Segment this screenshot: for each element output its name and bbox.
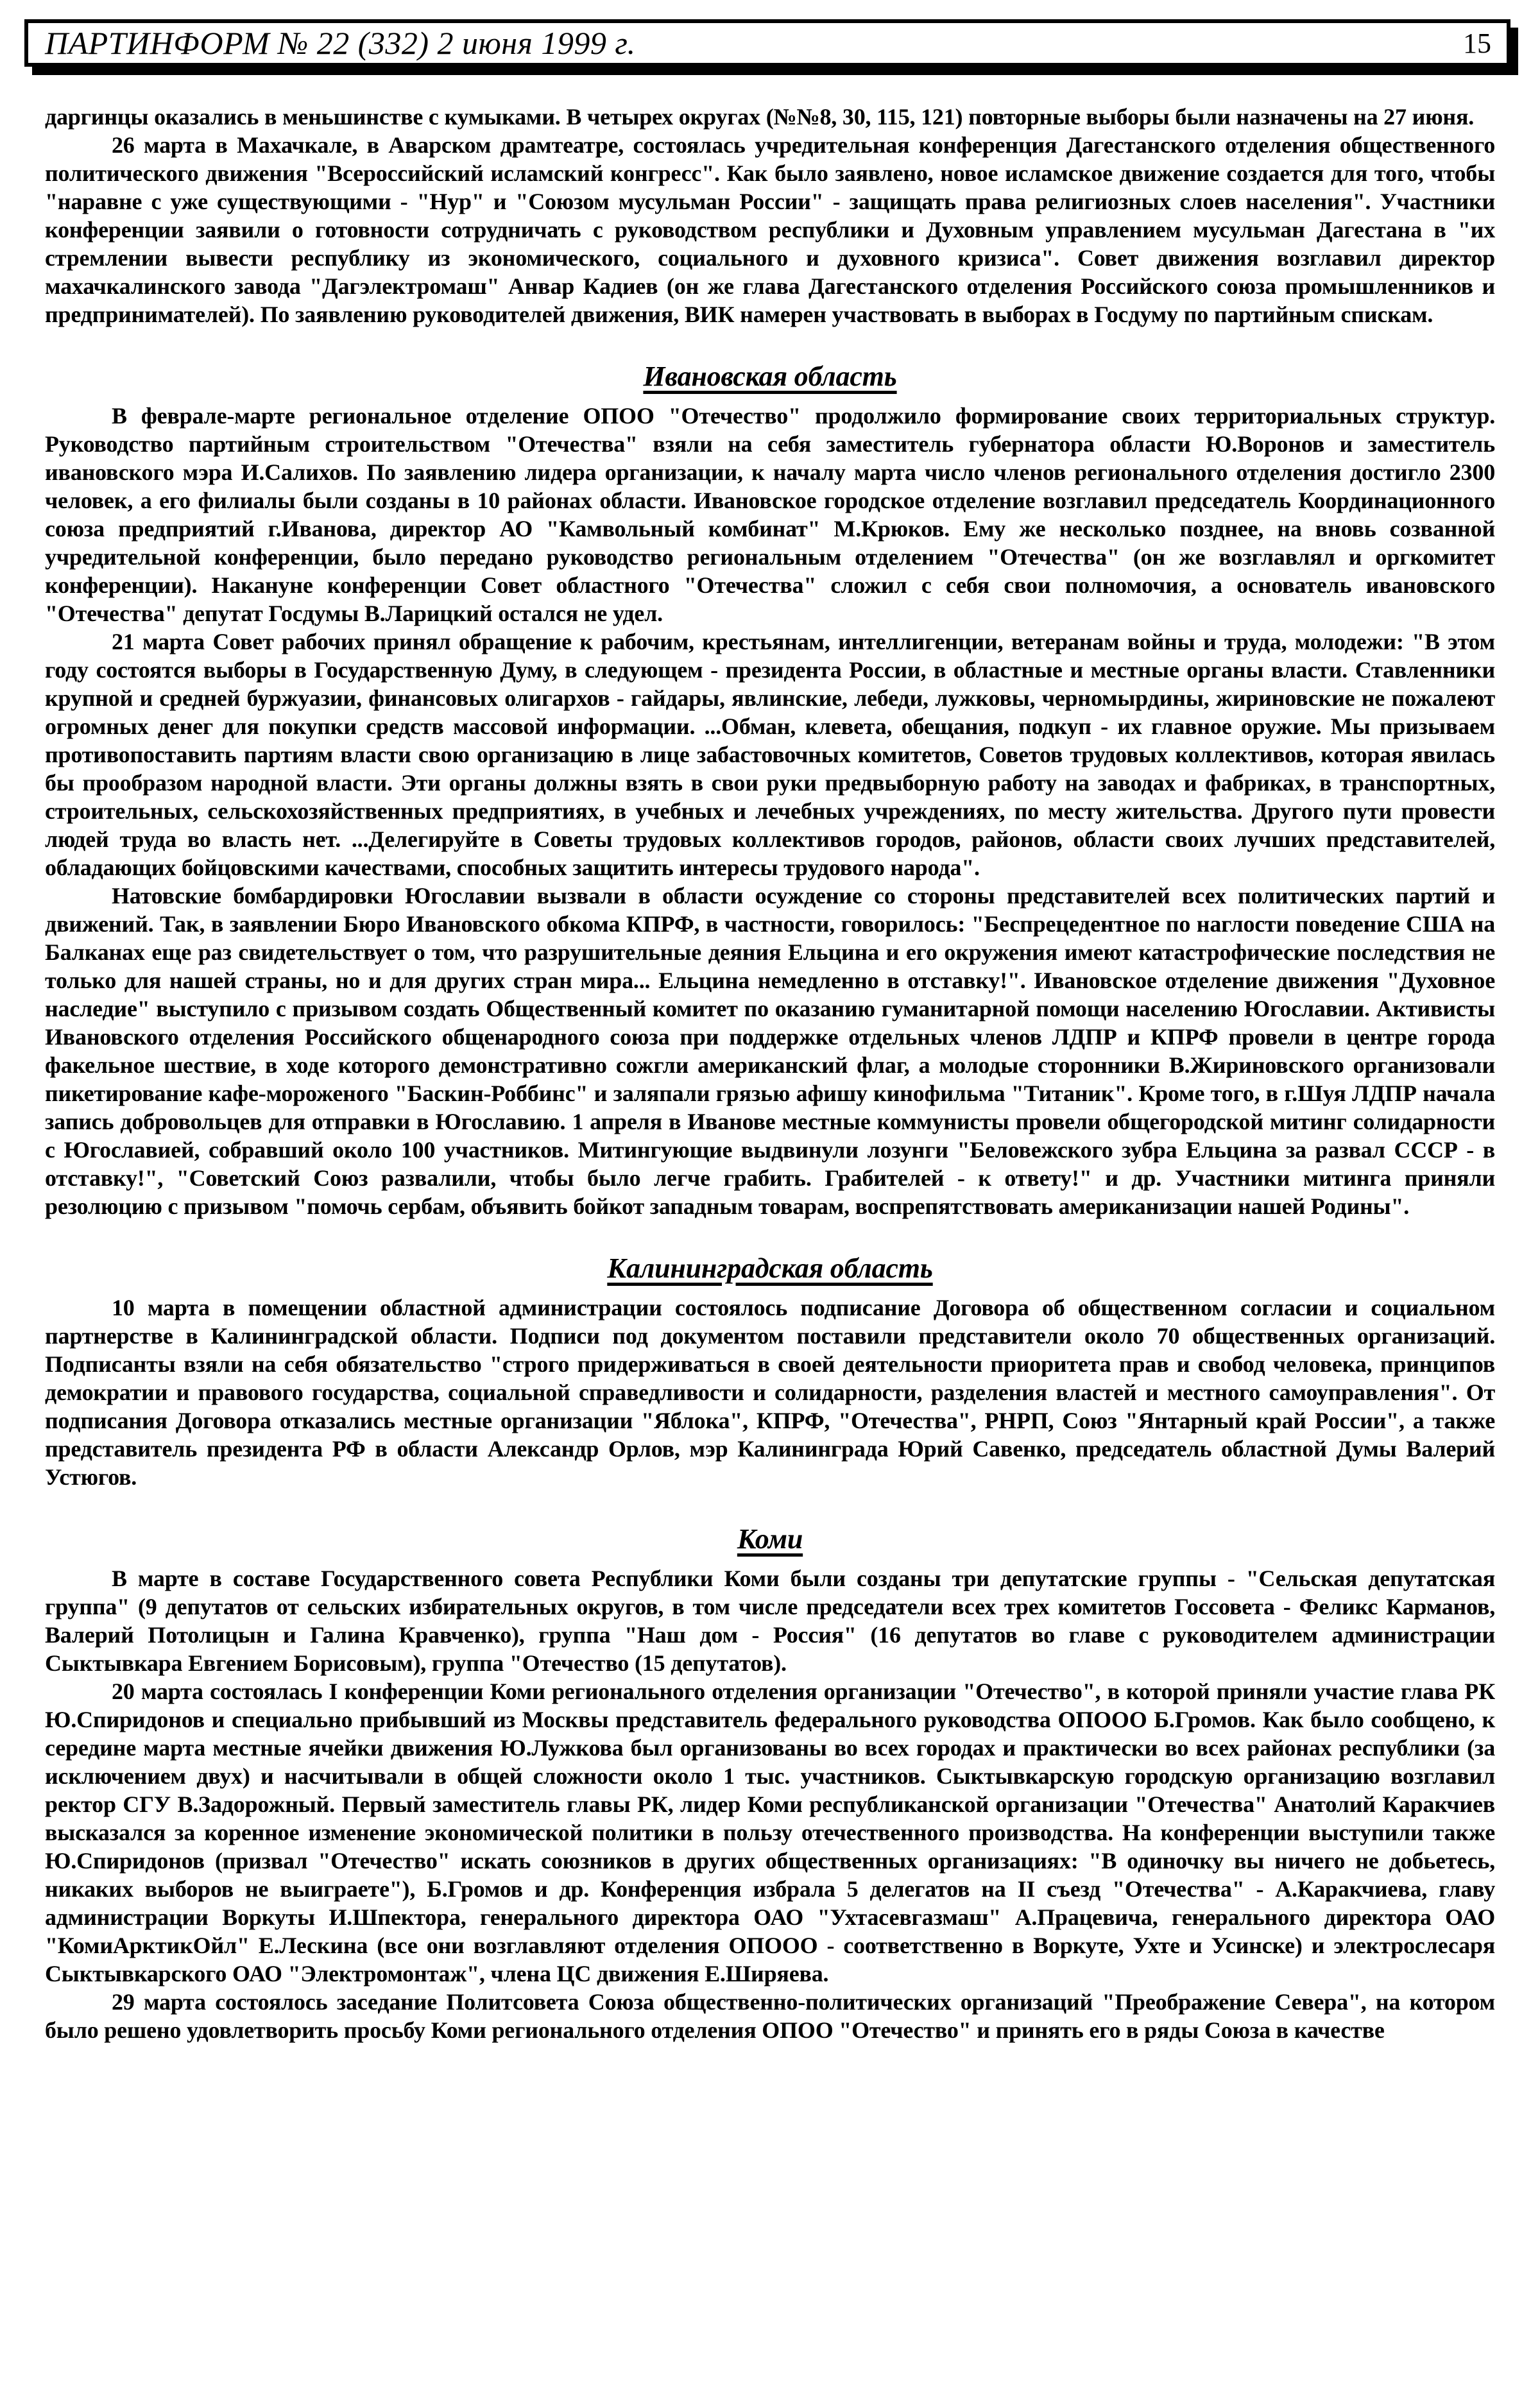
section-heading-text: Ивановская область [643, 361, 897, 392]
section-heading-ivanovskaya-oblast [45, 361, 1495, 393]
section-heading-komi [45, 1523, 1495, 1555]
paragraph-komi-deputy-groups: В марте в составе Государственного совета Республики Коми были созданы три депутатские группы - "Сельская депутатская группа" (9 депутатов от сельских избирательных округов, в том числе председатели всех трех комитетов Госсовета - Феликс Карманов, Валерий Потолицын и Галина Кравченко), группа "Наш дом - Россия" (16 депутатов во главе с руководителем администрации Сыктывкара Евгением Борисовым), группа "Отечество (15 депутатов). [45, 1566, 1495, 1676]
page-number: 15 [1463, 27, 1491, 59]
paragraph-komi-otechestvo-conference: 20 марта состоялась I конференции Коми регионального отделения организации "Отечество", в которой приняли участие глава РК Ю.Спиридонов и специально прибывший из Москвы представитель федерального руководства ОПООО Б.Громов. Как было сообщено, к середине марта местные ячейки движения Ю.Лужкова был организованы во всех городах и практически во всех районах республики (за исключением двух) и насчитывали в общей сложности около 1 тыс. участников. Сыктывкарскую городскую организацию возглавил ректор СГУ В.Задорожный. Первый заместитель главы РК, лидер Коми республиканской организации "Отечества" Анатолий Каракчиев высказался за коренное изменение экономической политики в пользу отечественного производства. На конференции выступили также Ю.Спиридонов (призвал "Отечество" искать союзников в других общественных организациях: "В одиночку вы ничего не добьетесь, никаких выборов не выиграете"), Б.Громов и др. Конференция избрала 5 делегатов на II съезд "Отечества" - А.Каракчиева, главу администрации Воркуты И.Шпектора, генерального директора ОАО "Ухтасевгазмаш" А.Працевича, генерального директора ОАО "КомиАрктикОйл" Е.Лескина (все они возглавляют отделения ОПООО - соответственно в Воркуте, Ухте и Усинске) и электрослесаря Сыктывкарского ОАО "Электромонтаж", члена ЦС движения Е.Ширяева. [45, 1679, 1495, 1987]
section-heading-text: Калининградская область [607, 1252, 933, 1284]
paragraph-ivanovo-nato-protests: Натовские бомбардировки Югославии вызвали в области осуждение со стороны представителей всех политических партий и движений. Так, в заявлении Бюро Ивановского обкома КПРФ, в частности, говорилось: "Беспрецедентное по наглости поведение США на Балканах еще раз свидетельствует о том, что разрушительные деяния Ельцина и его окружения имеют катастрофические последствия не только для нашей страны, но и для других стран мира... Ельцина немедленно в отставку!". Ивановское отделение движения "Духовное наследие" выступило с призывом создать Общественный комитет по оказанию гуманитарной помощи населению Югославии. Активисты Ивановского отделения Российского общенародного союза при поддержке отдельных членов ЛДПР и КПРФ провели в центре города факельное шествие, в ходе которого демонстративно сожгли американский флаг, а молодые сторонники В.Жириновского организовали пикетирование кафе-мороженого "Баскин-Роббинс" и заляпали грязью афишу кинофильма "Титаник". Кроме того, в г.Шуя ЛДПР начала запись добровольцев для отправки в Югославию. 1 апреля в Иванове местные коммунисты провели общегородской митинг солидарности с Югославией, собравший около 100 участников. Митингующие выдвинули лозунги "Беловежского зубра Ельцина за развал СССР - в отставку!", "Советский Союз развалили, чтобы было легче грабить. Грабителей - к ответу!" и др. Участники митинга приняли резолюцию с призывом "помочь сербам, объявить бойкот западным товарам, воспрепятствовать американизации нашей Родины". [45, 883, 1495, 1219]
paragraph-ivanovo-otechestvo: В феврале-марте региональное отделение ОПОО "Отечество" продолжило формирование своих территориальных структур. Руководство партийным строительством "Отечества" взяли на себя заместитель губернатора области Ю.Воронов и заместитель ивановского мэра И.Салихов. По заявлению лидера организации, к началу марта число членов регионального отделения достигло 2300 человек, а его филиалы были созданы в 10 районах области. Ивановское городское отделение возглавил председатель Координационного союза предприятий г.Иванова, директор АО "Камвольный комбинат" М.Крюков. Ему же несколько позднее, на вновь созванной учредительной конференции, было передано руководство региональным отделением "Отечества" (он же возглавлял и оргкомитет конференции). Накануне конференции Совет областного "Отечества" сложил с себя свои полномочия, а основатель ивановского "Отечества" депутат Госдумы В.Ларицкий остался не удел. [45, 403, 1495, 626]
paragraph-dagestan-islamic-congress: 26 марта в Махачкале, в Аварском драмтеатре, состоялась учредительная конференция Дагестанского отделения общественного политического движения "Всероссийский исламский конгресс". Как было заявлено, новое исламское движение создается для того, чтобы "наравне с уже существующими - "Нур" и "Союзом мусульман России" - защищать права религиозных слоев населения". Участники конференции заявили о готовности сотрудничать с руководством республики и Духовным управлением мусульман Дагестана в "их стремлении вывести республику из экономического, социального и духовного кризиса". Совет движения возглавил директор махачкалинского завода "Дагэлектромаш" Анвар Кадиев (он же глава Дагестанского отделения Российского союза промышленников и предпринимателей). По заявлению руководителей движения, ВИК намерен участвовать в выборах в Госдуму по партийным спискам. [45, 132, 1495, 327]
paragraph-kaliningrad-agreement: 10 марта в помещении областной администрации состоялось подписание Договора об общественном согласии и социальном партнерстве в Калининградской области. Подписи под документом поставили представители около 70 общественных организаций. Подписанты взяли на себя обязательство "строго придерживаться в своей деятельности приоритета прав и свобод человека, принципов демократии и правового государства, социальной справедливости и солидарности, разделения властей и местного самоуправления". От подписания Договора отказались местные организации "Яблока", КПРФ, "Отечества", РНРП, Союз "Янтарный край России", а также представитель президента РФ в области Александр Орлов, мэр Калининграда Юрий Савенко, председатель областной Думы Валерий Устюгов. [45, 1295, 1495, 1490]
paragraph-komi-preobrazhenie-severa: 29 марта состоялось заседание Политсовета Союза общественно-политических организаций "Преображение Севера", на котором было решено удовлетворить просьбу Коми регионального отделения ОПОО "Отечество" и принять его в ряды Союза в качестве [45, 1989, 1495, 2043]
section-heading-kaliningradskaya-oblast [45, 1252, 1495, 1285]
paragraph-ivanovo-workers-council: 21 марта Совет рабочих принял обращение к рабочим, крестьянам, интеллигенции, ветеранам войны и труда, молодежи: "В этом году состоятся выборы в Государственную Думу, в следующем - президента России, в областные и местные органы власти. Ставленники крупной и средней буржуазии, финансовых олигархов - гайдары, явлинские, лебеди, лужковы, черномырдины, жириновские не пожалеют огромных денег для покупки средств массовой информации. ...Обман, клевета, обещания, подкуп - их главное оружие. Мы призываем противопоставить партиям власти свою организацию в лице забастовочных комитетов, Советов трудовых коллективов, которая явилась бы прообразом народной власти. Эти органы должны взять в свои руки предвыборную работу на заводах и фабриках, в транспортных, строительных, сельскохозяйственных предприятиях, в учебных и лечебных учреждениях, по месту жительства. Другого пути провести людей труда во власть нет. ...Делегируйте в Советы трудовых коллективов городов, районов, области своих лучших представителей, обладающих бойцовскими качествами, способных защитить интересы трудового народа". [45, 629, 1495, 880]
newsletter-title: ПАРТИНФОРМ № 22 (332) 2 июня 1999 г. [45, 25, 636, 61]
newsletter-header [24, 19, 1510, 67]
newsletter-page [0, 19, 1540, 2401]
article-body [0, 67, 1540, 2044]
paragraph-dagestan-runoff: даргинцы оказались в меньшинстве с кумыками. В четырех округах (№№8, 30, 115, 121) повторные выборы были назначены на 27 июня. [45, 104, 1475, 130]
section-heading-text: Коми [737, 1523, 803, 1555]
